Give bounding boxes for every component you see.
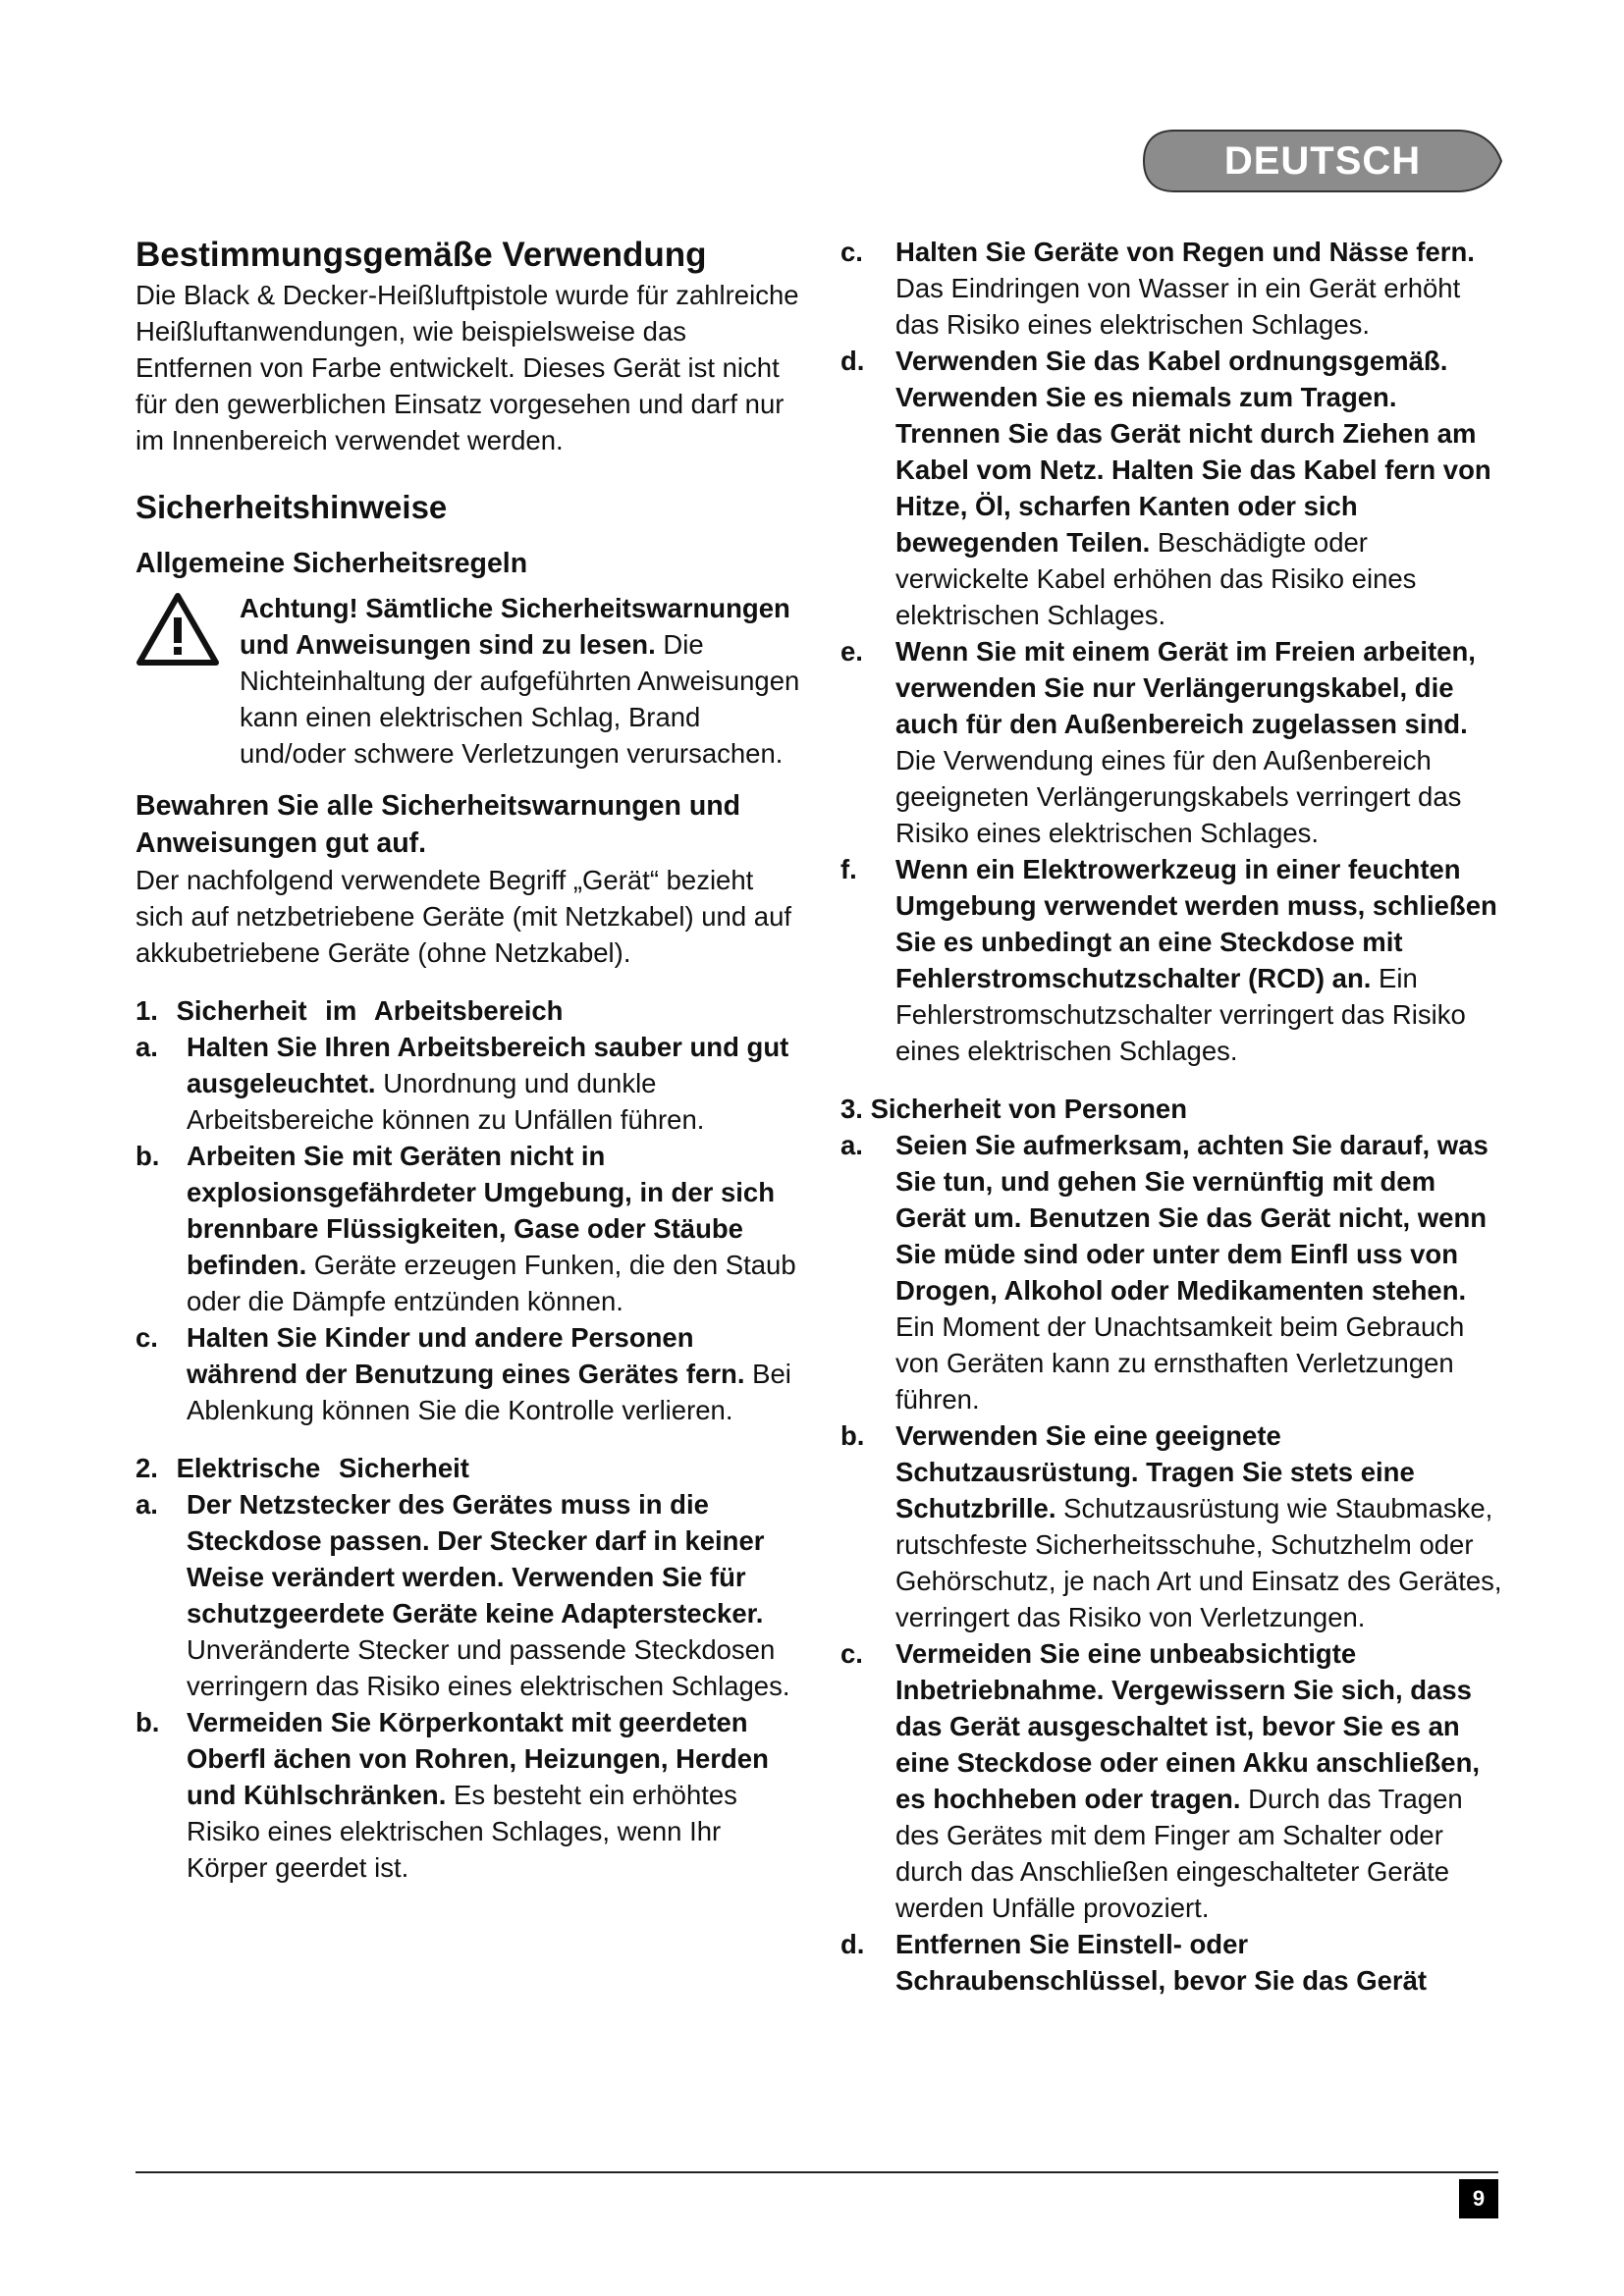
list-item	[840, 633, 1508, 851]
item-lead: Halten Sie Geräte von Regen und Nässe fern.	[895, 237, 1475, 267]
electrical-list	[135, 1486, 808, 1886]
warning-lead: Achtung! Sämtliche Sicherheitswarnungen und Anweisungen sind zu lesen.	[240, 593, 790, 660]
item-marker: d.	[840, 346, 865, 376]
list-item	[840, 1635, 1508, 1926]
safety-title: Sicherheitshinweise	[135, 489, 448, 525]
general-rules-title: Allgemeine Sicherheitsregeln	[135, 548, 528, 579]
keep-instructions-text: Der nachfolgend verwendete Begriff „Gerät“ bezieht sich auf netzbetriebene Geräte (mit Netzkabel) und auf akkubetriebene Geräte (ohne Netzkabel).	[135, 865, 792, 968]
list-item	[135, 1486, 808, 1704]
item-lead: Verwenden Sie das Kabel ordnungsgemäß. Verwenden Sie es niemals zum Tragen. Trennen Sie das Gerät nicht durch Ziehen am Kabel vom Netz. Halten Sie das Kabel fern von Hitze, Öl, scharfen Kanten oder sich bewegenden Teilen.	[895, 346, 1491, 558]
personal-safety-list	[840, 1127, 1508, 1999]
item-text: Ein Fehlerstromschutzschalter verringert das Risiko eines elektrischen Schlages.	[895, 963, 1466, 1066]
item-text: Bei Ablenkung können Sie die Kontrolle verlieren.	[187, 1359, 791, 1425]
page-number: 9	[1459, 2179, 1498, 2218]
item-text: Unordnung und dunkle Arbeitsbereiche können zu Unfällen führen.	[187, 1068, 705, 1135]
language-label: DEUTSCH	[1223, 139, 1422, 183]
item-lead: Wenn Sie mit einem Gerät im Freien arbeiten, verwenden Sie nur Verlängerungskabel, die auch für den Außenbereich zugelassen sind.	[895, 636, 1476, 739]
footer-rule	[135, 2171, 1498, 2173]
list-item	[840, 234, 1508, 343]
item-lead: Entfernen Sie Einstell- oder Schraubenschlüssel, bevor Sie das Gerät	[895, 1929, 1428, 1996]
list-item	[840, 1926, 1508, 1999]
item-marker: b.	[135, 1707, 160, 1737]
item-marker: f.	[840, 854, 857, 884]
item-marker: e.	[840, 636, 863, 667]
left-column	[135, 234, 808, 1886]
item-text: Es besteht ein erhöhtes Risiko eines elektrischen Schlages, wenn Ihr Körper geerdet ist.	[187, 1780, 737, 1883]
list-item	[135, 1319, 808, 1428]
item-marker: c.	[135, 1322, 158, 1353]
item-lead: Verwenden Sie eine geeignete Schutzausrüstung. Tragen Sie stets eine Schutzbrille.	[895, 1420, 1415, 1523]
item-text: Unveränderte Stecker und passende Steckdosen verringern das Risiko eines elektrischen Schlages.	[187, 1634, 790, 1701]
intended-use-text: Die Black & Decker-Heißluftpistole wurde für zahlreiche Heißluftanwendungen, wie beispielsweise das Entfernen von Farbe entwickelt. Dieses Gerät ist nicht für den gewerblichen Einsatz vorgesehen und darf nur im Innenbereich verwendet werden.	[135, 280, 799, 455]
electrical-list-continued	[840, 234, 1508, 1069]
section-work-area-title: 1. Sicherheit im Arbeitsbereich	[135, 995, 564, 1026]
item-lead: Seien Sie aufmerksam, achten Sie darauf, was Sie tun, und gehen Sie vernünftig mit dem Gerät um. Benutzen Sie das Gerät nicht, wenn Sie müde sind oder unter dem Einfl uss von Drogen, Alkohol oder Medikamenten stehen.	[895, 1130, 1489, 1306]
item-marker: d.	[840, 1929, 865, 1959]
item-text: Beschädigte oder verwickelte Kabel erhöhen das Risiko eines elektrischen Schlages.	[895, 527, 1417, 630]
item-marker: a.	[135, 1032, 158, 1062]
intended-use-title: Bestimmungsgemäße Verwendung	[135, 236, 707, 274]
item-marker: a.	[840, 1130, 863, 1160]
item-lead: Halten Sie Kinder und andere Personen während der Benutzung eines Gerätes fern.	[187, 1322, 745, 1389]
item-lead: Der Netzstecker des Gerätes muss in die Steckdose passen. Der Stecker darf in keiner Weise verändert werden. Verwenden Sie für schutzgeerdete Geräte keine Adapterstecker.	[187, 1489, 765, 1629]
list-item	[840, 851, 1508, 1069]
item-text: Ein Moment der Unachtsamkeit beim Gebrauch von Geräten kann zu ernsthaften Verletzungen führen.	[895, 1311, 1465, 1415]
list-item	[840, 343, 1508, 633]
item-lead: Vermeiden Sie Körperkontakt mit geerdeten Oberfl ächen von Rohren, Heizungen, Herden und Kühlschränken.	[187, 1707, 769, 1810]
item-marker: b.	[840, 1420, 865, 1451]
item-marker: c.	[840, 237, 863, 267]
item-text: Das Eindringen von Wasser in ein Gerät erhöht das Risiko eines elektrischen Schlages.	[895, 273, 1461, 340]
item-marker: a.	[135, 1489, 158, 1520]
work-area-list	[135, 1029, 808, 1428]
item-lead: Arbeiten Sie mit Geräten nicht in explosionsgefährdeter Umgebung, in der sich brennbare Flüssigkeiten, Gase oder Stäube befinden.	[187, 1141, 775, 1280]
item-lead: Wenn ein Elektrowerkzeug in einer feuchten Umgebung verwendet werden muss, schließen Sie es unbedingt an eine Steckdose mit Fehlerstromschutzschalter (RCD) an.	[895, 854, 1497, 993]
item-text: Die Verwendung eines für den Außenbereich geeigneten Verlängerungskabels verringert das Risiko eines elektrischen Schlages.	[895, 745, 1462, 848]
warning-text	[240, 590, 808, 772]
item-marker: c.	[840, 1638, 863, 1669]
item-marker: b.	[135, 1141, 160, 1171]
list-item	[135, 1138, 808, 1319]
language-tab	[1141, 128, 1504, 194]
section-personal-safety-title: 3. Sicherheit von Personen	[840, 1094, 1188, 1124]
item-text: Schutzausrüstung wie Staubmaske, rutschfeste Sicherheitsschuhe, Schutzhelm oder Gehörschutz, je nach Art und Einsatz des Gerätes, verringert das Risiko von Verletzungen.	[895, 1493, 1502, 1632]
item-text: Durch das Tragen des Gerätes mit dem Finger am Schalter oder durch das Anschließen eingeschalteter Geräte werden Unfälle provoziert.	[895, 1784, 1463, 1923]
keep-instructions-heading: Bewahren Sie alle Sicherheitswarnungen und Anweisungen gut auf.	[135, 790, 741, 859]
list-item	[135, 1704, 808, 1886]
section-electrical-title: 2. Elektrische Sicherheit	[135, 1453, 469, 1483]
warning-detail: Die Nichteinhaltung der aufgeführten Anweisungen kann einen elektrischen Schlag, Brand und/oder schwere Verletzungen verursachen.	[240, 629, 800, 769]
item-lead: Halten Sie Ihren Arbeitsbereich sauber und gut ausgeleuchtet.	[187, 1032, 789, 1098]
right-column	[840, 234, 1508, 1999]
item-lead: Vermeiden Sie eine unbeabsichtigte Inbetriebnahme. Vergewissern Sie sich, dass das Gerät ausgeschaltet ist, bevor Sie es an eine Steckdose oder einen Akku anschließen, es hochheben oder tragen.	[895, 1638, 1481, 1814]
warning-block	[135, 590, 808, 772]
list-item	[840, 1127, 1508, 1417]
list-item	[840, 1417, 1508, 1635]
warning-triangle-icon	[135, 592, 220, 667]
item-text: Geräte erzeugen Funken, die den Staub oder die Dämpfe entzünden können.	[187, 1250, 796, 1316]
list-item	[135, 1029, 808, 1138]
